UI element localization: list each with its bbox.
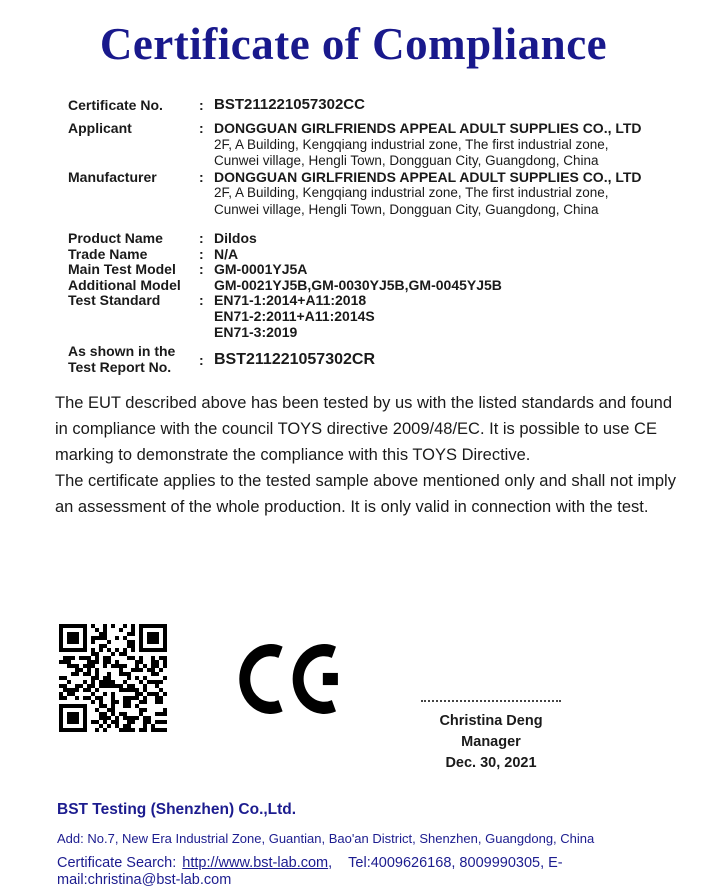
statement-line-1: The EUT described above has been tested by us with the listed standards and found <box>55 394 673 412</box>
qr-code-icon <box>59 624 167 732</box>
statement-line-4: The certificate applies to the tested sample above mentioned only and shall not imply <box>55 472 676 490</box>
manufacturer-address-line-1: 2F, A Building, Kengqiang industrial zone, The first industrial zone, <box>214 185 609 201</box>
product-name-value: Dildos <box>214 230 257 247</box>
signature-date: Dec. 30, 2021 <box>445 755 537 771</box>
signature-role: Manager <box>461 734 521 750</box>
field-row-product-name <box>68 231 668 247</box>
test-standard-value-2: EN71-2:2011+A11:2014S <box>214 308 375 325</box>
field-row-test-report-no <box>68 344 668 375</box>
ce-marking-icon <box>238 641 342 717</box>
signature-dotted-line <box>421 700 561 702</box>
applicant-address-line-1: 2F, A Building, Kengqiang industrial zone, The first industrial zone, <box>214 136 609 152</box>
after-url-comma: , <box>328 855 333 871</box>
field-row-main-test-model <box>68 262 668 278</box>
field-row-applicant <box>68 120 668 169</box>
field-row-certificate-no <box>68 97 668 113</box>
trade-name-label: Trade Name <box>68 245 148 262</box>
certificate-fields <box>68 97 668 375</box>
manufacturer-company: DONGGUAN GIRLFRIENDS APPEAL ADULT SUPPLIES CO., LTD <box>214 169 642 186</box>
statement-line-2: in compliance with the council TOYS directive 2009/48/EC. It is possible to use CE <box>55 420 657 438</box>
field-row-test-standard <box>68 293 668 340</box>
manufacturer-address-line-2: Cunwei village, Hengli Town, Dongguan City, Guangdong, China <box>214 201 599 217</box>
colon: : <box>199 97 204 113</box>
colon: : <box>199 292 204 309</box>
field-row-additional-model <box>68 278 668 294</box>
colon: : <box>199 230 204 247</box>
statement-line-5: an assessment of the whole production. It is only valid in connection with the test. <box>55 498 649 516</box>
test-standard-value-1: EN71-1:2014+A11:2018 <box>214 292 367 309</box>
report-no-value: BST211221057302CR <box>214 350 376 368</box>
statement-line-3: marking to demonstrate the compliance with this TOYS Directive. <box>55 446 531 464</box>
signature-name: Christina Deng <box>439 713 543 729</box>
additional-model-value: GM-0021YJ5B,GM-0030YJ5B,GM-0045YJ5B <box>214 276 502 293</box>
report-no-label-line-2: Test Report No. <box>68 358 172 375</box>
footer-certificate-search-line <box>57 855 682 887</box>
main-test-model-value: GM-0001YJ5A <box>214 261 308 278</box>
certificate-search-label: Certificate Search: <box>57 855 177 871</box>
main-test-model-label: Main Test Model <box>68 261 176 278</box>
applicant-company: DONGGUAN GIRLFRIENDS APPEAL ADULT SUPPLIES CO., LTD <box>214 120 642 137</box>
footer-company-name: BST Testing (Shenzhen) Co.,Ltd. <box>57 801 297 818</box>
certificate-no-label: Certificate No. <box>68 97 163 113</box>
report-no-label-line-1: As shown in the <box>68 343 176 360</box>
signature-block <box>408 700 574 774</box>
applicant-address-line-2: Cunwei village, Hengli Town, Dongguan City, Guangdong, China <box>214 152 599 168</box>
trade-name-value: N/A <box>214 245 239 262</box>
field-row-trade-name <box>68 247 668 263</box>
field-row-manufacturer <box>68 169 668 218</box>
test-standard-label: Test Standard <box>68 292 161 309</box>
test-standard-value-3: EN71-3:2019 <box>214 323 298 340</box>
compliance-statement <box>55 390 676 520</box>
colon: : <box>199 245 204 262</box>
product-name-label: Product Name <box>68 230 163 247</box>
colon: : <box>199 261 204 278</box>
manufacturer-label: Manufacturer <box>68 169 157 186</box>
colon: : <box>199 351 204 368</box>
certificate-no-value: BST211221057302CC <box>214 96 365 113</box>
footer-contact: Tel:4009626168, 8009990305, E-mail:christina@bst-lab.com <box>57 855 563 887</box>
colon: : <box>199 169 204 186</box>
certificate-title: Certificate of Compliance <box>99 19 608 69</box>
footer <box>57 801 682 887</box>
applicant-label: Applicant <box>68 120 132 137</box>
colon: : <box>199 120 204 137</box>
additional-model-label: Additional Model <box>68 276 181 293</box>
certificate-search-link[interactable]: http://www.bst-lab.com <box>182 855 329 871</box>
footer-address: Add: No.7, New Era Industrial Zone, Guantian, Bao'an District, Shenzhen, Guangdong, China <box>57 831 595 846</box>
